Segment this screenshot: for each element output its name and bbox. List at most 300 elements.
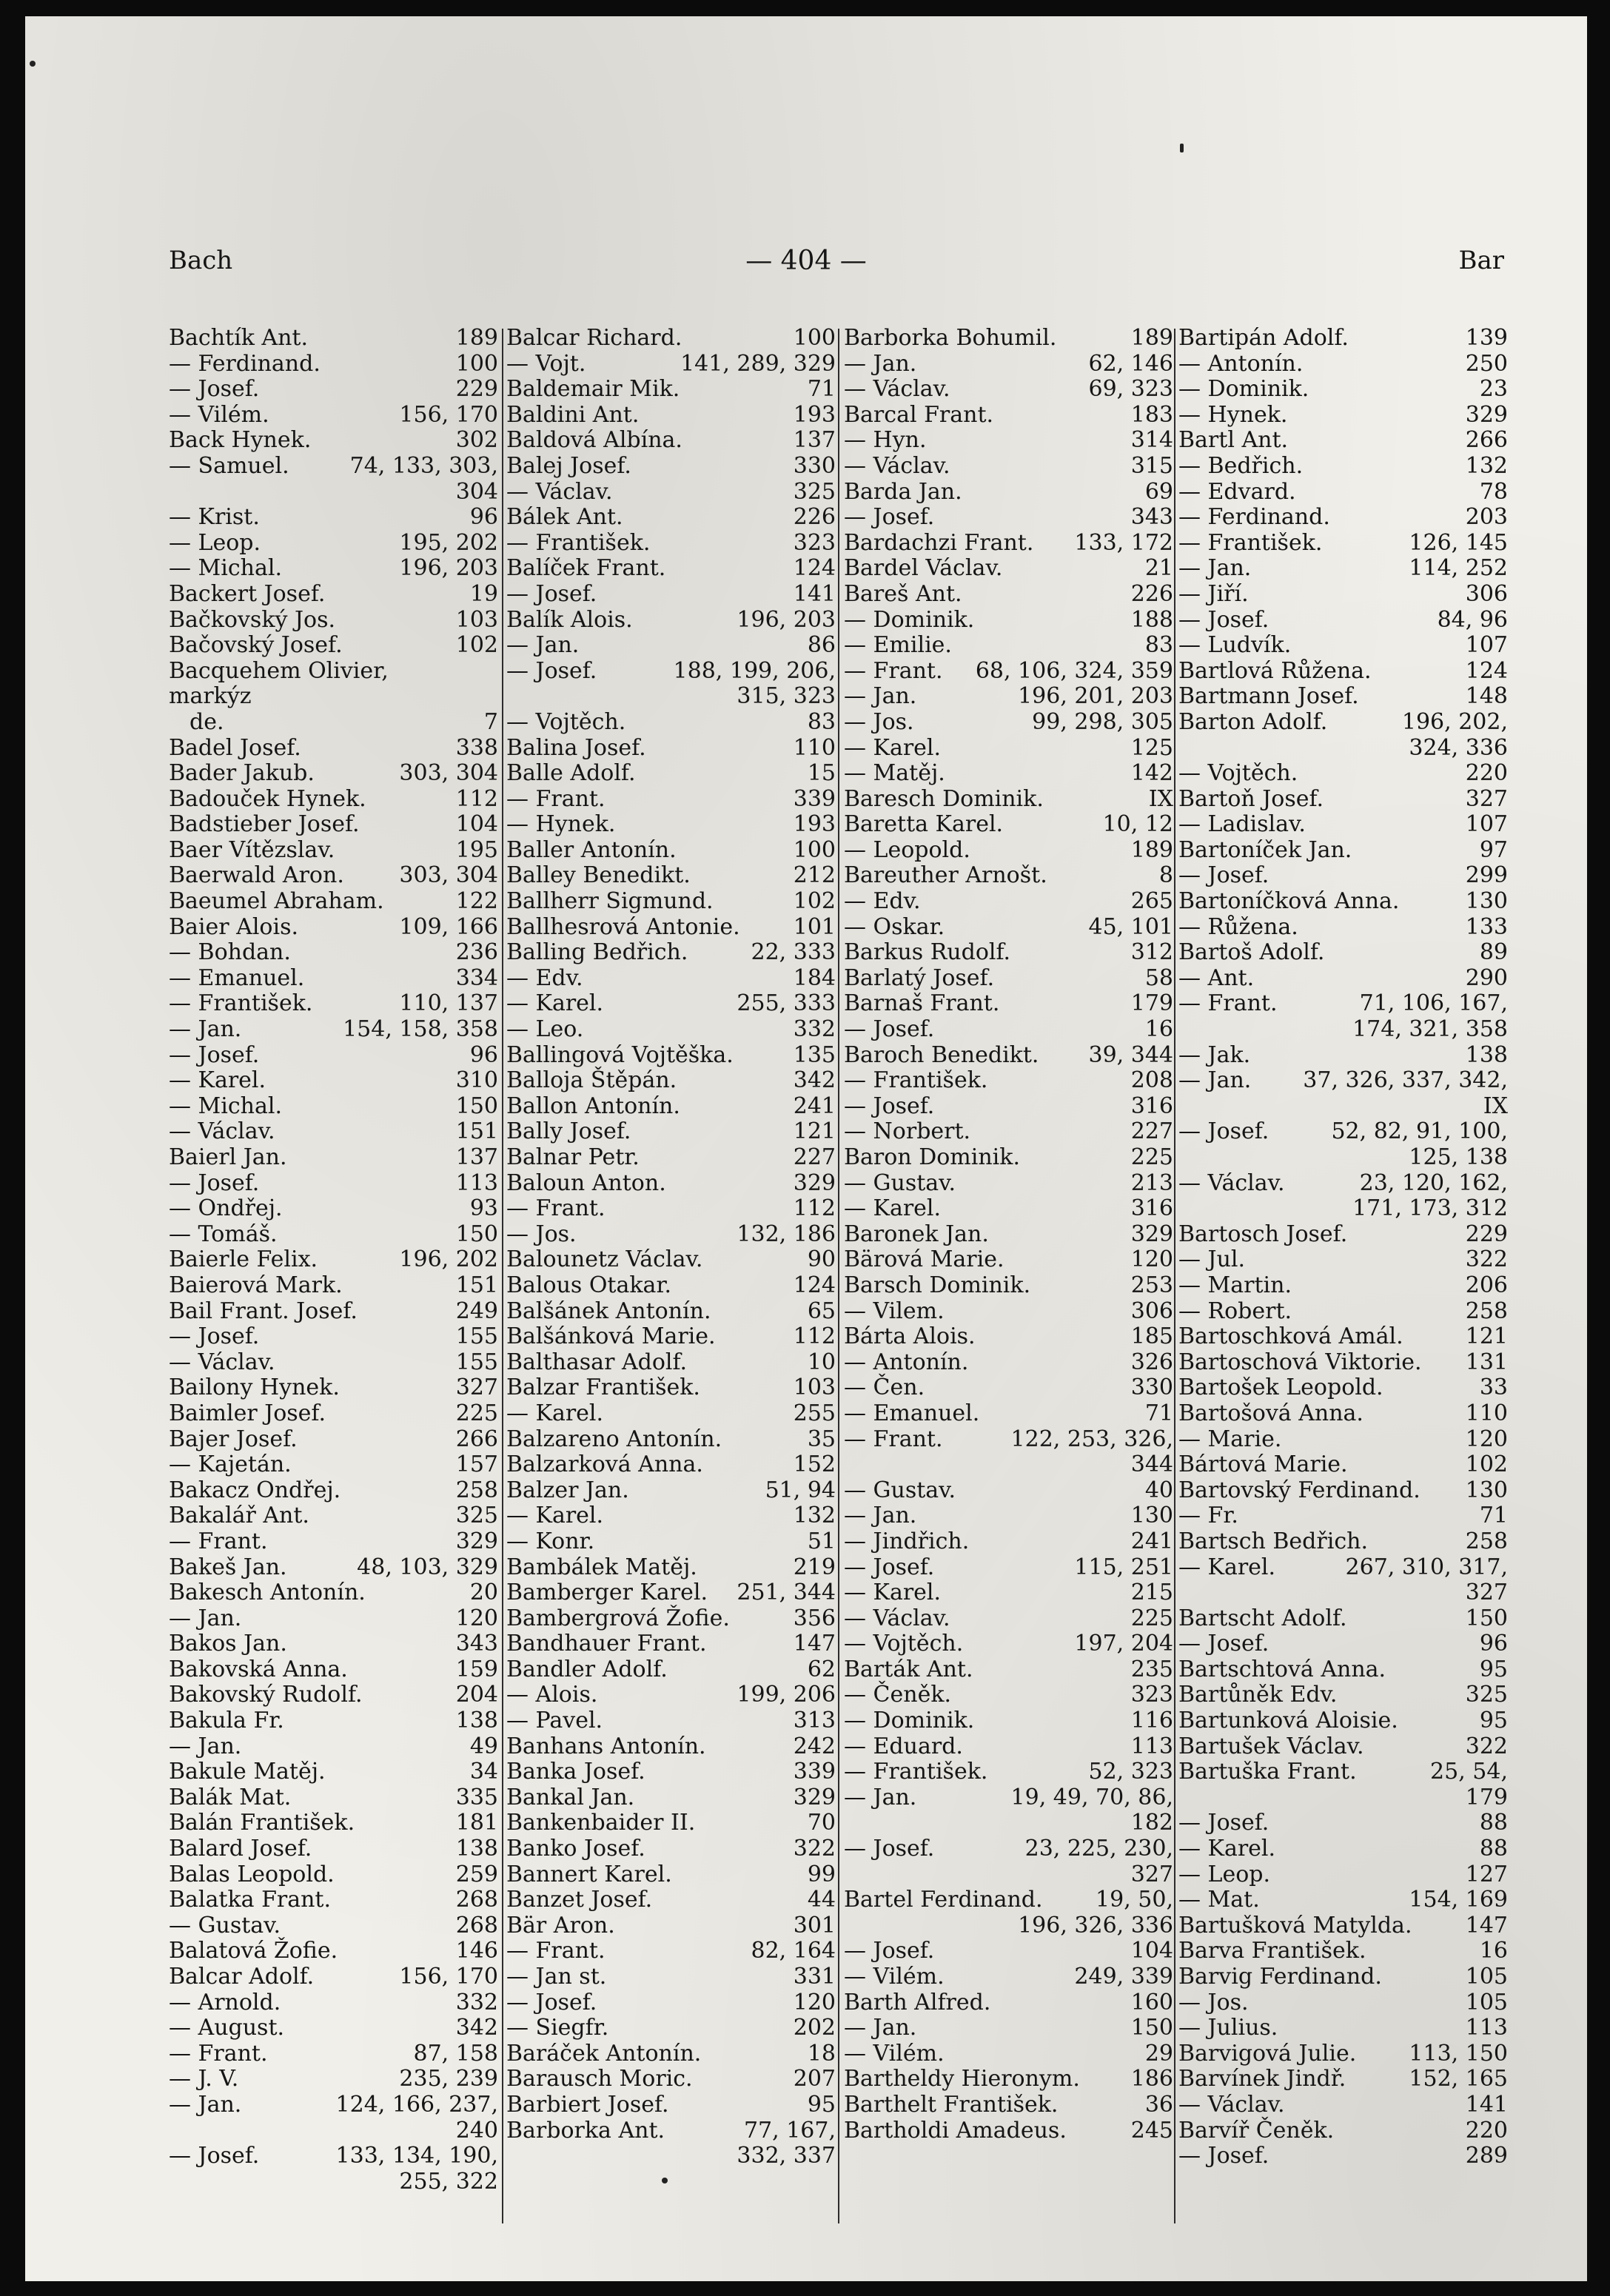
entry-name: Bachtík Ant.: [169, 325, 308, 351]
index-entry: [844, 633, 1173, 659]
entry-page-refs: 121: [1465, 1323, 1508, 1350]
index-entry: [844, 582, 1173, 608]
index-entry: [506, 377, 836, 403]
index-entry: [1178, 1222, 1508, 1248]
entry-name: — Václav.: [1178, 1169, 1285, 1196]
entry-page-refs: 242: [793, 1733, 836, 1759]
entry-page-refs: 225: [455, 1400, 498, 1426]
entry-page-refs: 327: [1465, 785, 1508, 812]
entry-name: — Leopold.: [844, 836, 970, 863]
entry-name: Bakalář Ant.: [169, 1503, 309, 1529]
entry-page-refs: 197, 204: [1074, 1631, 1173, 1657]
entry-name: — Karel.: [844, 734, 942, 761]
entry-name: Bártová Marie.: [1178, 1451, 1348, 1478]
entry-name: — Frant.: [844, 657, 943, 684]
entry-page-refs: 156, 170: [399, 1964, 498, 1990]
entry-page-refs-continuation: 324, 336: [1409, 734, 1508, 761]
index-entry: [506, 915, 836, 941]
entry-page-refs-continuation: 332, 337: [737, 2143, 836, 2169]
entry-page-refs: 195, 202: [399, 529, 498, 556]
entry-page-refs: 322: [793, 1836, 836, 1862]
entry-page-refs: 189: [1130, 325, 1173, 351]
entry-name: — Václav.: [844, 452, 950, 479]
entry-page-refs: 107: [1465, 632, 1508, 659]
entry-name: Barda Jan.: [844, 478, 962, 505]
entry-page-refs: 152: [793, 1451, 836, 1478]
index-entry: [169, 428, 498, 454]
entry-name: — Hyn.: [844, 427, 927, 454]
entry-name: Bačkovský Jos.: [169, 606, 335, 633]
index-entry: [1178, 991, 1508, 1042]
index-entry: [1178, 480, 1508, 506]
index-entry: [844, 326, 1173, 352]
entry-name: — František.: [844, 1759, 988, 1785]
entry-name: — Frant.: [169, 1528, 268, 1554]
index-entry: [1178, 531, 1508, 557]
index-entry: [844, 1222, 1173, 1248]
index-entry: [169, 1068, 498, 1094]
entry-page-refs: 19, 50,: [1096, 1887, 1173, 1913]
entry-page-refs: 253: [1130, 1272, 1173, 1298]
index-entry: [506, 1708, 836, 1734]
entry-name: Bally Josef.: [506, 1118, 631, 1145]
entry-page-refs: 204: [455, 1682, 498, 1708]
entry-page-refs: 124: [793, 1272, 836, 1298]
entry-name: Baerwald Aron.: [169, 862, 344, 889]
entry-page-refs: 120: [1465, 1426, 1508, 1452]
index-entry: [1178, 889, 1508, 915]
entry-page-refs-continuation: 240: [455, 2117, 498, 2144]
index-entry: [169, 1171, 498, 1197]
entry-page-refs: 186: [1130, 2066, 1173, 2092]
entry-name: Barnaš Frant.: [844, 990, 1000, 1017]
print-speck: [30, 61, 36, 67]
entry-name: Barvig Ferdinand.: [1178, 1964, 1382, 1990]
index-entry: [844, 454, 1173, 480]
entry-page-refs: 323: [1130, 1682, 1173, 1708]
index-entry: [506, 1299, 836, 1325]
index-entry: [506, 966, 836, 992]
entry-page-refs: 86: [807, 632, 836, 659]
entry-page-refs: 255, 333: [737, 990, 836, 1017]
entry-page-refs: 332: [793, 1016, 836, 1043]
index-entry: [506, 710, 836, 736]
entry-name: Bamberger Karel.: [506, 1580, 708, 1606]
index-entry: [169, 403, 498, 429]
entry-name: Barvigová Julie.: [1178, 2040, 1357, 2067]
entry-page-refs: 258: [1465, 1298, 1508, 1324]
entry-page-refs: 196, 203: [737, 606, 836, 633]
running-head-left: Bach: [169, 246, 233, 275]
entry-page-refs: 69, 323: [1088, 376, 1173, 403]
entry-page-refs: 343: [455, 1631, 498, 1657]
entry-name: — Tomáš.: [169, 1221, 278, 1247]
entry-page-refs: 290: [1465, 964, 1508, 991]
entry-name: — Dominik.: [844, 1708, 975, 1734]
entry-name: Barborka Bohumil.: [844, 325, 1057, 351]
index-entry: [506, 480, 836, 506]
entry-name: Balnar Petr.: [506, 1144, 640, 1170]
index-entry: [169, 1580, 498, 1606]
entry-page-refs: 124: [793, 555, 836, 582]
entry-name: — Jan.: [844, 350, 917, 377]
entry-name: — Leo.: [506, 1016, 584, 1043]
entry-name: Baretta Karel.: [844, 811, 1004, 838]
entry-page-refs-continuation: 179: [1465, 1784, 1508, 1810]
index-entry: [169, 2041, 498, 2067]
entry-name: Barlatý Josef.: [844, 964, 995, 991]
entry-name: Baierová Mark.: [169, 1272, 343, 1298]
entry-page-refs: 124: [1465, 657, 1508, 684]
entry-page-refs: 100: [455, 350, 498, 377]
entry-page-refs: 107: [1465, 811, 1508, 838]
index-entry: [506, 1068, 836, 1094]
entry-name: Barthelt František.: [844, 2091, 1059, 2118]
index-entry: [1178, 761, 1508, 787]
index-entry: [506, 1913, 836, 1939]
entry-page-refs: 65: [807, 1298, 836, 1324]
index-entry: [506, 1043, 836, 1069]
entry-name: — Josef.: [506, 657, 597, 684]
entry-name: Balina Josef.: [506, 734, 646, 761]
entry-name: — Hynek.: [1178, 401, 1288, 428]
entry-name: Bakule Matěj.: [169, 1759, 326, 1785]
entry-name: — Robert.: [1178, 1298, 1292, 1324]
index-entry: [1178, 1503, 1508, 1529]
entry-name: Balley Benedikt.: [506, 862, 691, 889]
entry-name: — Ondřej.: [169, 1195, 283, 1222]
entry-page-refs: 120: [793, 1989, 836, 2015]
entry-name: — Jos.: [844, 708, 914, 735]
index-entry: [506, 1938, 836, 1964]
entry-name: Bartušková Matylda.: [1178, 1912, 1412, 1938]
entry-name: Bankal Jan.: [506, 1784, 635, 1810]
entry-name: — Mat.: [1178, 1887, 1260, 1913]
entry-name: Barkus Rudolf.: [844, 939, 1011, 966]
entry-page-refs: 196, 202,: [1401, 708, 1508, 735]
index-entry: [1178, 1836, 1508, 1862]
index-entry: [844, 1273, 1173, 1299]
entry-name: Barth Alfred.: [844, 1989, 991, 2015]
entry-name: Baierle Felix.: [169, 1246, 318, 1273]
index-entry: [169, 1427, 498, 1453]
entry-page-refs: 208: [1130, 1067, 1173, 1094]
index-entry: [1178, 1887, 1508, 1913]
index-entry: [844, 1017, 1173, 1043]
entry-page-refs: 103: [455, 606, 498, 633]
index-entry: [844, 710, 1173, 736]
entry-page-refs: 116: [1130, 1708, 1173, 1734]
index-entry: [1178, 2015, 1508, 2041]
entry-page-refs: 23: [1479, 376, 1508, 403]
index-entry: [844, 2067, 1173, 2092]
index-entry: [169, 377, 498, 403]
entry-page-refs-continuation: IX: [1483, 1092, 1508, 1119]
entry-page-refs-continuation: 327: [1465, 1580, 1508, 1606]
index-entry: [506, 991, 836, 1017]
index-entry: [1178, 1555, 1508, 1606]
index-entry: [1178, 1350, 1508, 1376]
entry-page-refs: 160: [1130, 1989, 1173, 2015]
index-entry: [1178, 1452, 1508, 1478]
entry-name: — Václav.: [1178, 2091, 1285, 2118]
entry-name: Balard Josef.: [169, 1836, 312, 1862]
entry-page-refs: 112: [793, 1195, 836, 1222]
index-entry: [506, 2067, 836, 2092]
entry-name: Bárta Alois.: [844, 1323, 976, 1350]
entry-name: Bartheldy Hieronym.: [844, 2066, 1080, 2092]
index-entry: [169, 1401, 498, 1427]
entry-name: Banzet Josef.: [506, 1887, 653, 1913]
entry-page-refs: IX: [1148, 785, 1173, 812]
index-entry: [1178, 2041, 1508, 2067]
index-entry: [1178, 428, 1508, 454]
entry-page-refs: 113: [1465, 2015, 1508, 2041]
entry-page-refs: 48, 103, 329: [357, 1554, 498, 1580]
entry-page-refs: 229: [455, 376, 498, 403]
entry-name: — Dominik.: [844, 606, 975, 633]
index-entry: [506, 2015, 836, 2041]
index-entry: [844, 1350, 1173, 1376]
entry-page-refs: 82, 164: [751, 1938, 836, 1964]
entry-page-refs-continuation: 125, 138: [1409, 1144, 1508, 1170]
entry-page-refs: 152, 165: [1409, 2066, 1508, 2092]
index-entry: [169, 1273, 498, 1299]
entry-name: — Vojtěch.: [1178, 760, 1298, 787]
index-entry: [844, 531, 1173, 557]
entry-page-refs: 71, 106, 167,: [1359, 990, 1508, 1017]
entry-page-refs: 316: [1130, 1092, 1173, 1119]
entry-page-refs: 44: [807, 1887, 836, 1913]
entry-page-refs: 71: [807, 376, 836, 403]
index-entry: [1178, 940, 1508, 966]
entry-name: — Emanuel.: [844, 1400, 980, 1426]
entry-name: — Vojtěch.: [506, 708, 626, 735]
entry-page-refs: 133, 172: [1074, 529, 1173, 556]
entry-page-refs: 84, 96: [1437, 606, 1508, 633]
entry-name: — Ludvík.: [1178, 632, 1292, 659]
entry-name: — Jan.: [844, 1784, 917, 1810]
index-entry: [506, 1324, 836, 1350]
index-entry: [844, 1759, 1173, 1785]
entry-page-refs: 202: [793, 2015, 836, 2041]
entry-page-refs: 327: [455, 1374, 498, 1401]
entry-page-refs: 196, 203: [399, 555, 498, 582]
entry-page-refs: 122: [455, 888, 498, 915]
entry-name: — Čeněk.: [844, 1682, 952, 1708]
index-entry: [1178, 915, 1508, 941]
entry-page-refs: 25, 54,: [1430, 1759, 1508, 1785]
index-entry: [844, 403, 1173, 429]
entry-page-refs: 141, 289, 329: [680, 350, 836, 377]
index-entry: [844, 915, 1173, 941]
entry-name: Bareš Ant.: [844, 580, 962, 607]
entry-page-refs: 339: [793, 785, 836, 812]
entry-page-refs: 113: [1130, 1733, 1173, 1759]
entry-page-refs: 39, 344: [1088, 1041, 1173, 1068]
entry-page-refs: 102: [793, 888, 836, 915]
index-entry: [169, 1657, 498, 1683]
entry-page-refs: 329: [1465, 401, 1508, 428]
entry-name: — Dominik.: [1178, 376, 1309, 403]
entry-page-refs: 15: [807, 760, 836, 787]
entry-name: Bandhauer Frant.: [506, 1631, 707, 1657]
entry-page-refs: 137: [455, 1144, 498, 1170]
entry-page-refs: 156, 170: [399, 401, 498, 428]
entry-name: — Pavel.: [506, 1708, 603, 1734]
index-entry: [1178, 812, 1508, 838]
index-column-3: [844, 326, 1173, 2144]
entry-page-refs: 130: [1465, 888, 1508, 915]
entry-name: Banhans Antonín.: [506, 1733, 706, 1759]
index-entry: [506, 1247, 836, 1273]
entry-page-refs: 325: [793, 478, 836, 505]
index-entry: [506, 1119, 836, 1145]
entry-page-refs: 339: [793, 1759, 836, 1785]
entry-page-refs: 138: [455, 1836, 498, 1862]
index-entry: [1178, 1324, 1508, 1350]
entry-name: — Ant.: [1178, 964, 1255, 991]
entry-name: Balzer Jan.: [506, 1477, 629, 1503]
entry-name: Barvíř Čeněk.: [1178, 2117, 1335, 2144]
entry-name: — Gustav.: [169, 1912, 281, 1938]
entry-name: Bartoschová Viktorie.: [1178, 1349, 1422, 1375]
index-entry: [169, 352, 498, 377]
entry-name: — J. V.: [169, 2066, 239, 2092]
index-entry: [844, 1836, 1173, 1887]
entry-page-refs: 52, 82, 91, 100,: [1331, 1118, 1508, 1145]
entry-page-refs: 330: [1130, 1374, 1173, 1401]
entry-page-refs: 225: [1130, 1144, 1173, 1170]
index-entry: [506, 1682, 836, 1708]
entry-name: — Alois.: [506, 1682, 598, 1708]
index-entry: [844, 787, 1173, 813]
index-entry: [844, 1503, 1173, 1529]
index-entry: [1178, 1810, 1508, 1836]
index-entry: [169, 1247, 498, 1273]
entry-page-refs: 249: [455, 1298, 498, 1324]
entry-page-refs: 150: [455, 1221, 498, 1247]
entry-name: — Edvard.: [1178, 478, 1296, 505]
index-entry: [169, 1196, 498, 1222]
index-entry: [844, 2092, 1173, 2118]
entry-page-refs: 10: [807, 1349, 836, 1375]
entry-page-refs: 325: [455, 1503, 498, 1529]
entry-page-refs: 245: [1130, 2117, 1173, 2144]
entry-page-refs-continuation: 304: [455, 478, 498, 505]
entry-page-refs: 268: [455, 1912, 498, 1938]
entry-page-refs: 329: [455, 1528, 498, 1554]
entry-name: Baeumel Abraham.: [169, 888, 384, 915]
entry-page-refs: 142: [1130, 760, 1173, 787]
entry-page-refs: 132: [1465, 452, 1508, 479]
entry-page-refs: 185: [1130, 1323, 1173, 1350]
entry-name: Balzar František.: [506, 1374, 700, 1401]
entry-name: — Josef.: [844, 1092, 935, 1119]
entry-page-refs: 155: [455, 1323, 498, 1350]
entry-name: — Josef.: [1178, 2143, 1269, 2169]
entry-name: Bartschtová Anna.: [1178, 1656, 1386, 1682]
index-entry: [506, 863, 836, 889]
entry-page-refs: 150: [1465, 1605, 1508, 1631]
entry-name: — Jan.: [1178, 1067, 1252, 1094]
entry-page-refs: 266: [455, 1426, 498, 1452]
entry-page-refs: 267, 310, 317,: [1345, 1554, 1508, 1580]
print-speck: [662, 2178, 668, 2183]
entry-name: Barbiert Josef.: [506, 2091, 669, 2118]
entry-page-refs: 95: [807, 2091, 836, 2118]
entry-name: — Jan.: [169, 1733, 242, 1759]
entry-page-refs: 151: [455, 1272, 498, 1298]
index-entry: [844, 684, 1173, 710]
index-entry: [844, 2041, 1173, 2067]
index-entry: [844, 377, 1173, 403]
index-entry: [169, 1452, 498, 1478]
entry-page-refs: 138: [455, 1708, 498, 1734]
index-entry: [1178, 1273, 1508, 1299]
entry-page-refs: 306: [1465, 580, 1508, 607]
entry-page-refs-continuation: 327: [1130, 1861, 1173, 1887]
entry-name: — František.: [1178, 529, 1323, 556]
index-entry: [844, 1299, 1173, 1325]
entry-name: Baller Antonín.: [506, 836, 677, 863]
entry-name: Bačovský Josef.: [169, 632, 343, 659]
entry-name: Balle Adolf.: [506, 760, 636, 787]
entry-page-refs: 130: [1465, 1477, 1508, 1503]
entry-name: — Konr.: [506, 1528, 595, 1554]
entry-page-refs: 159: [455, 1656, 498, 1682]
entry-name: Barcal Frant.: [844, 401, 994, 428]
entry-page-refs: 88: [1479, 1836, 1508, 1862]
entry-name: — Josef.: [506, 580, 597, 607]
entry-name: Balcar Richard.: [506, 325, 682, 351]
index-entry: [1178, 1862, 1508, 1888]
entry-name: Baloun Anton.: [506, 1169, 666, 1196]
entry-page-refs: 151: [455, 1118, 498, 1145]
entry-name: Balloja Štěpán.: [506, 1067, 677, 1094]
entry-page-refs: 236: [455, 939, 498, 966]
entry-name: Bakesch Antonín.: [169, 1580, 366, 1606]
entry-name: Balák Mat.: [169, 1784, 292, 1810]
entry-page-refs: 342: [455, 2015, 498, 2041]
entry-page-refs: 141: [793, 580, 836, 607]
entry-name: — Martin.: [1178, 1272, 1292, 1298]
entry-page-refs: 89: [1479, 939, 1508, 966]
index-entry: [506, 454, 836, 480]
index-entry: [169, 2015, 498, 2041]
index-entry: [1178, 1990, 1508, 2016]
entry-page-refs: 120: [1130, 1246, 1173, 1273]
entry-name: — Eduard.: [844, 1733, 963, 1759]
entry-page-refs: 203: [1465, 504, 1508, 531]
entry-name: Bajer Josef.: [169, 1426, 298, 1452]
entry-page-refs: 36: [1144, 2091, 1173, 2118]
entry-page-refs: 343: [1130, 504, 1173, 531]
index-entry: [844, 1094, 1173, 1120]
index-entry: [169, 505, 498, 531]
entry-name: Bartunková Aloisie.: [1178, 1708, 1398, 1734]
entry-page-refs: 115, 251: [1074, 1554, 1173, 1580]
index-entry: [506, 1094, 836, 1120]
index-entry: [506, 403, 836, 429]
index-entry: [1178, 2067, 1508, 2092]
entry-name: Baldemair Mik.: [506, 376, 680, 403]
index-entry: [1178, 1964, 1508, 1990]
index-entry: [169, 1299, 498, 1325]
entry-page-refs: 20: [469, 1580, 498, 1606]
entry-page-refs: 189: [455, 325, 498, 351]
entry-name: Bail Frant. Josef.: [169, 1298, 358, 1324]
